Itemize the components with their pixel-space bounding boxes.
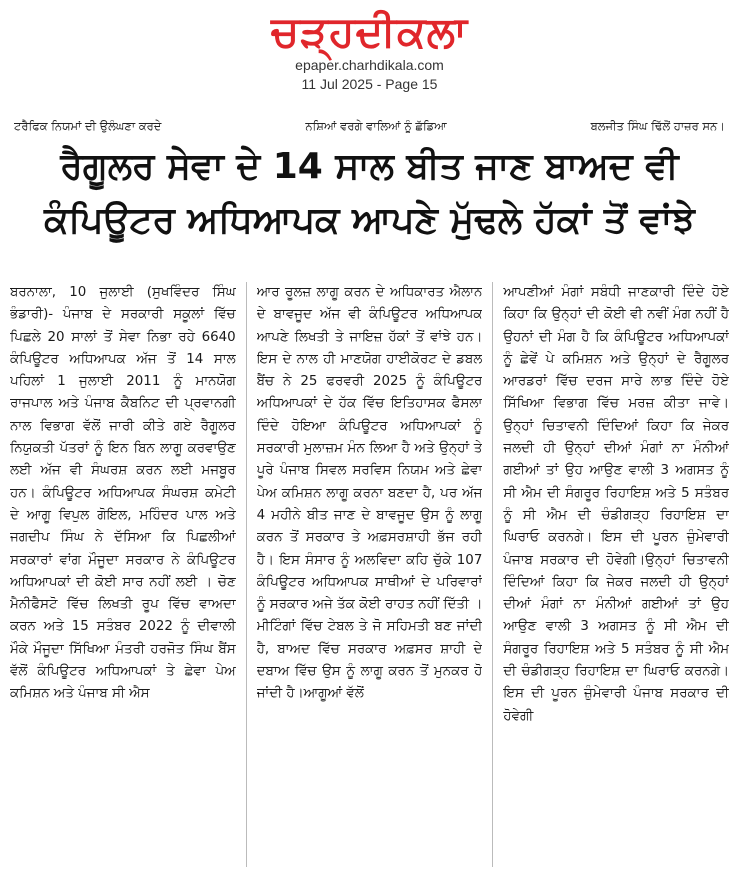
fragment-right: ਬਲਜੀਤ ਸਿੰਘ ਢਿੱਲੋਂ ਹਾਜ਼ਰ ਸਨ। [590,119,725,133]
newspaper-logo: ਚੜ੍ਹਦੀਕਲਾ [270,7,469,56]
article-body [10,282,729,867]
article-column-2 [257,282,483,867]
article-column-1 [10,282,236,867]
headline-line-2: ਕੰਪਿਊਟਰ ਅਧਿਆਪਕ ਆਪਣੇ ਮੁੱਢਲੇ ਹੱਕਾਂ ਤੋਂ ਵਾਂਝੇ [44,200,695,241]
masthead [0,0,739,94]
fragment-left: ਟਰੈਫਿਕ ਨਿਯਮਾਂ ਦੀ ਉਲੰਘਣਾ ਕਰਦੇ [14,119,162,133]
column-2-text: ਆਰ ਰੂਲਜ਼ ਲਾਗੂ ਕਰਨ ਦੇ ਅਧਿਕਾਰਤ ਐਲਾਨ ਦੇ ਬਾਵਜੂਦ ਅੱਜ ਵੀ ਕੰਪਿਊਟਰ ਅਧਿਆਪਕ ਆਪਣੇ ਲਿਖਤੀ ਤੇ ਜਾਇਜ਼ ਹੱਕਾਂ ਤੋਂ ਵਾਂਝੇ ਹਨ। ਇਸ ਦੇ ਨਾਲ ਹੀ ਮਾਣਯੋਗ ਹਾਈਕੋਰਟ ਦੇ ਡਬਲ ਬੈਂਚ ਨੇ 25 ਫਰਵਰੀ 2025 ਨੂੰ ਕੰਪਿਊਟਰ ਅਧਿਆਪਕਾਂ ਦੇ ਹੱਕ ਵਿੱਚ ਇਤਿਹਾਸਕ ਫੈਸਲਾ ਦਿੰਦੇ ਹੋਇਆ ਕੰਪਿਊਟਰ ਅਧਿਆਪਕਾਂ ਨੂੰ ਸਰਕਾਰੀ ਮੁਲਾਜ਼ਮ ਮੰਨ ਲਿਆ ਹੈ ਅਤੇ ਉਨ੍ਹਾਂ ਤੇ ਪੂਰੇ ਪੰਜਾਬ ਸਿਵਲ ਸਰਵਿਸ ਨਿਯਮ ਅਤੇ ਛੇਵਾ ਪੇਅ ਕਮਿਸ਼ਨ ਲਾਗੂ ਕਰਨਾ ਬਣਦਾ ਹੈ, ਪਰ ਅੱਜ 4 ਮਹੀਨੇ ਬੀਤ ਜਾਣ ਦੇ ਬਾਵਜੂਦ ਉਸ ਨੂੰ ਲਾਗੂ ਕਰਨ ਤੋਂ ਸਰਕਾਰ ਤੇ ਅਫ਼ਸਰਸ਼ਾਹੀ ਭੱਜ ਰਹੀ ਹੈ। ਇਸ ਸੰਸਾਰ ਨੂੰ ਅਲਵਿਦਾ ਕਹਿ ਚੁੱਕੇ 107 ਕੰਪਿਊਟਰ ਅਧਿਆਪਕ ਸਾਥੀਆਂ ਦੇ ਪਰਿਵਾਰਾਂ ਨੂੰ ਸਰਕਾਰ ਅਜੇ ਤੱਕ ਕੋਈ ਰਾਹਤ ਨਹੀਂ ਦਿੱਤੀ । ਮੀਟਿੰਗਾਂ ਵਿੱਚ ਟੇਬਲ ਤੇ ਜੋ ਸਹਿਮਤੀ ਬਣ ਜਾਂਦੀ ਹੈ, ਬਾਅਦ ਵਿੱਚ ਸਰਕਾਰ ਅਫ਼ਸਰ ਸ਼ਾਹੀ ਦੇ ਦਬਾਅ ਵਿੱਚ ਉਸ ਨੂੰ ਲਾਗੂ ਕਰਨ ਤੋਂ ਮੁਨਕਰ ਹੋ ਜਾਂਦੀ ਹੈ।ਆਗੂਆਂ ਵੱਲੋਂ [256,285,483,702]
article-column-3 [503,282,729,867]
column-divider [246,282,247,867]
edition-date-page: 11 Jul 2025 - Page 15 [301,76,438,92]
article-headline [0,140,739,248]
column-divider [492,282,493,867]
column-1-text: ਬਰਨਾਲਾ, 10 ਜੁਲਾਈ (ਸੁਖਵਿੰਦਰ ਸਿੰਘ ਭੰਡਾਰੀ)- ਪੰਜਾਬ ਦੇ ਸਰਕਾਰੀ ਸਕੂਲਾਂ ਵਿੱਚ ਪਿਛਲੇ 20 ਸਾਲਾਂ ਤੋਂ ਸੇਵਾ ਨਿਭਾ ਰਹੇ 6640 ਕੰਪਿਊਟਰ ਅਧਿਆਪਕ ਅੱਜ ਤੋਂ 14 ਸਾਲ ਪਹਿਲਾਂ 1 ਜੁਲਾਈ 2011 ਨੂੰ ਮਾਨਯੋਗ ਰਾਜਪਾਲ ਅਤੇ ਪੰਜਾਬ ਕੈਬਨਿਟ ਦੀ ਪ੍ਰਵਾਨਗੀ ਨਾਲ ਵਿਭਾਗ ਵੱਲੋਂ ਜਾਰੀ ਕੀਤੇ ਗਏ ਰੈਗੂਲਰ ਨਿਯੁਕਤੀ ਪੱਤਰਾਂ ਨੂੰ ਇਨ ਬਿਨ ਲਾਗੂ ਕਰਵਾਉਣ ਲਈ ਅੱਜ ਵੀ ਸੰਘਰਸ਼ ਕਰਨ ਲਈ ਮਜਬੂਰ ਹਨ। ਕੰਪਿਊਟਰ ਅਧਿਆਪਕ ਸੰਘਰਸ਼ ਕਮੇਟੀ ਦੇ ਆਗੂ ਵਿਪੁਲ ਗੋਇਲ, ਮਹਿੰਦਰ ਪਾਲ ਅਤੇ ਜਗਦੀਪ ਸਿੰਘ ਨੇ ਦੱਸਿਆ ਕਿ ਪਿਛਲੀਆਂ ਸਰਕਾਰਾਂ ਵਾਂਗ ਮੌਜੂਦਾ ਸਰਕਾਰ ਨੇ ਕੰਪਿਊਟਰ ਅਧਿਆਪਕਾਂ ਦੀ ਕੋਈ ਸਾਰ ਨਹੀਂ ਲਈ । ਚੋਣ ਮੈਨੀਫੈਸਟੋ ਵਿੱਚ ਲਿਖਤੀ ਰੂਪ ਵਿੱਚ ਵਾਅਦਾ ਕਰਨ ਅਤੇ 15 ਸਤੰਬਰ 2022 ਨੂੰ ਦੀਵਾਲੀ ਮੌਕੇ ਮੌਜੂਦਾ ਸਿੱਖਿਆ ਮੰਤਰੀ ਹਰਜੋਤ ਸਿੰਘ ਬੈਂਸ ਵੱਲੋਂ ਕੰਪਿਊਟਰ ਅਧਿਆਪਕਾਂ ਤੇ ਛੇਵਾ ਪੇਅ ਕਮਿਸ਼ਨ ਅਤੇ ਪੰਜਾਬ ਸੀ ਐਸ [10,285,236,702]
previous-article-fragment [14,119,725,133]
headline-line-1: ਰੈਗੂਲਰ ਸੇਵਾ ਦੇ 14 ਸਾਲ ਬੀਤ ਜਾਣ ਬਾਅਦ ਵੀ [60,146,679,187]
fragment-middle: ਨਸ਼ਿਆਂ ਵਰਗੇ ਵਾਲਿਆਂ ਨੂੰ ਛੱਡਿਆ [305,119,447,133]
site-url: epaper.charhdikala.com [295,57,444,73]
column-3-text: ਆਪਣੀਆਂ ਮੰਗਾਂ ਸਬੰਧੀ ਜਾਣਕਾਰੀ ਦਿੰਦੇ ਹੋਏ ਕਿਹਾ ਕਿ ਉਨ੍ਹਾਂ ਦੀ ਕੋਈ ਵੀ ਨਵੀਂ ਮੰਗ ਨਹੀਂ ਹੈ ਉਹਨਾਂ ਦੀ ਮੰਗ ਹੈ ਕਿ ਕੰਪਿਊਟਰ ਅਧਿਆਪਕਾਂ ਨੂੰ ਛੇਵੇਂ ਪੇ ਕਮਿਸ਼ਨ ਅਤੇ ਉਨ੍ਹਾਂ ਦੇ ਰੈਗੂਲਰ ਆਰਡਰਾਂ ਵਿੱਚ ਦਰਜ ਸਾਰੇ ਲਾਭ ਦਿੰਦੇ ਹੋਏ ਸਿੱਖਿਆ ਵਿਭਾਗ ਵਿੱਚ ਮਰਜ਼ ਕੀਤਾ ਜਾਵੇ। ਉਨ੍ਹਾਂ ਚਿਤਾਵਨੀ ਦਿੰਦਿਆਂ ਕਿਹਾ ਕਿ ਜੇਕਰ ਜਲਦੀ ਹੀ ਉਨ੍ਹਾਂ ਦੀਆਂ ਮੰਗਾਂ ਨਾ ਮੰਨੀਆਂ ਗਈਆਂ ਤਾਂ ਉਹ ਆਉਣ ਵਾਲੀ 3 ਅਗਸਤ ਨੂੰ ਸੀ ਐਮ ਦੀ ਸੰਗਰੂਰ ਰਿਹਾਇਸ਼ ਅਤੇ 5 ਸਤੰਬਰ ਨੂੰ ਸੀ ਐਮ ਦੀ ਚੰਡੀਗੜ੍ਹ ਰਿਹਾਇਸ਼ ਦਾ ਘਿਰਾਓ ਕਰਨਗੇ। ਇਸ ਦੀ ਪੂਰਨ ਜ਼ੁੰਮੇਵਾਰੀ ਪੰਜਾਬ ਸਰਕਾਰ ਦੀ ਹੋਵੇਗੀ।ਉਨ੍ਹਾਂ ਚਿਤਾਵਨੀ ਦਿੰਦਿਆਂ ਕਿਹਾ ਕਿ ਜੇਕਰ ਜਲਦੀ ਹੀ ਉਨ੍ਹਾਂ ਦੀਆਂ ਮੰਗਾਂ ਨਾ ਮੰਨੀਆਂ ਗਈਆਂ ਤਾਂ ਉਹ ਆਉਣ ਵਾਲੀ 3 ਅਗਸਤ ਨੂੰ ਸੀ ਐਮ ਦੀ ਸੰਗਰੂਰ ਰਿਹਾਇਸ਼ ਅਤੇ 5 ਸਤੰਬਰ ਨੂੰ ਸੀ ਐਮ ਦੀ ਚੰਡੀਗੜ੍ਹ ਰਿਹਾਇਸ਼ ਦਾ ਘਿਰਾਓ ਕਰਨਗੇ। ਇਸ ਦੀ ਪੂਰਨ ਜ਼ੁੰਮੇਵਾਰੀ ਪੰਜਾਬ ਸਰਕਾਰ ਦੀ ਹੋਵੇਗੀ [503,285,730,724]
